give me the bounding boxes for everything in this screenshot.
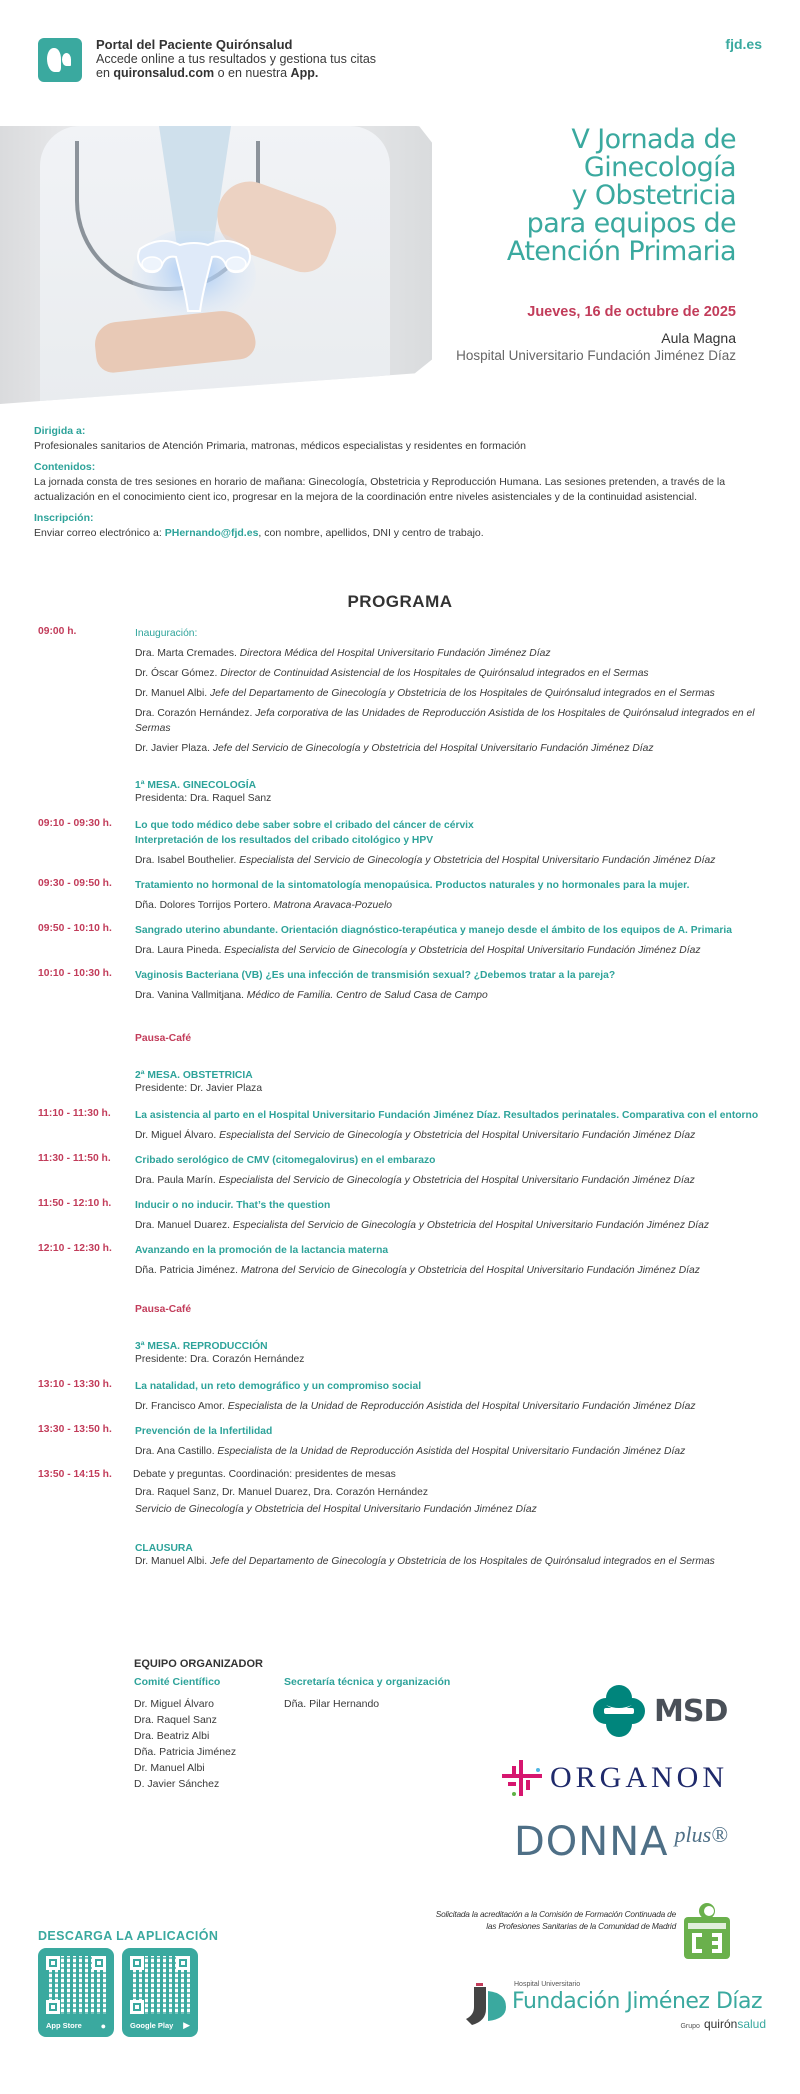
speaker: Dra. Vanina Vallmitjana. Médico de Familia. Centro de Salud Casa de Campo (135, 990, 488, 1001)
debate-names: Dra. Raquel Sanz, Dr. Manuel Duarez, Dra. Corazón Hernández (135, 1487, 429, 1498)
speaker: Dra. Ana Castillo. Especialista de la Unidad de Reproducción Asistida del Hospital Universitario Fundación Jiménez Díaz (135, 1446, 686, 1457)
secretary-label: Secretaría técnica y organización (284, 1676, 451, 1688)
portal-title: Portal del Paciente Quirónsalud (96, 37, 293, 52)
msd-mark-icon (592, 1684, 646, 1738)
mesa-president: Presidente: Dr. Javier Plaza (135, 1083, 263, 1094)
talk-title: Sangrado uterino abundante. Orientación diagnóstico-terapéutica y manejo desde el ámbito de los equipos de A. Primaria (135, 925, 732, 936)
talk-title: Avanzando en la promoción de la lactancia materna (135, 1245, 389, 1256)
dirigida-label: Dirigida a: (34, 425, 86, 437)
schedule-item: 09:10 - 09:30 h. Lo que todo médico debe saber sobre el cribado del cáncer de cérvix Interpretación de los resultados del cribado citológico y HPV Dra. Isabel Bouthelier. Especialista del Servicio de Ginecología y Obstetricia del Hospital Universitario Fundación Jiménez Díaz (38, 818, 778, 868)
talk-title: La asistencia al parto en el Hospital Universitario Fundación Jiménez Díaz. Resultados perinatales. Comparativa con el entorno (135, 1110, 759, 1121)
schedule-item: 10:10 - 10:30 h. Vaginosis Bacteriana (VB) ¿Es una infección de transmisión sexual? ¿Debemos tratar a la pareja? Dra. Vanina Vallmitjana. Médico de Familia. Centro de Salud Casa de Campo (38, 968, 778, 1003)
schedule-item-inauguracion (38, 626, 778, 756)
schedule-item: 11:50 - 12:10 h. Inducir o no inducir. That’s the question Dra. Manuel Duarez. Especialista del Servicio de Ginecología y Obstetricia del Hospital Universitario Fundación Jiménez Díaz (38, 1198, 778, 1233)
talk-title: La natalidad, un reto demográfico y un compromiso social (135, 1381, 422, 1392)
speaker: Dña. Patricia Jiménez. Matrona del Servicio de Ginecología y Obstetricia del Hospital Universitario Fundación Jiménez Díaz (135, 1265, 700, 1276)
schedule-item: 12:10 - 12:30 h. Avanzando en la promoción de la lactancia materna Dña. Patricia Jiménez. Matrona del Servicio de Ginecología y Obstetricia del Hospital Universitario Fundación Jiménez Díaz (38, 1243, 778, 1278)
uterus-hologram-icon (130, 231, 258, 326)
talk-title: Lo que todo médico debe saber sobre el cribado del cáncer de cérvix (135, 820, 474, 831)
event-date: Jueves, 16 de octubre de 2025 (527, 304, 736, 320)
debate-service: Servicio de Ginecología y Obstetricia del Hospital Universitario Fundación Jiménez Díaz (135, 1504, 537, 1515)
pausa-cafe: Pausa-Café (135, 1033, 192, 1044)
quironsalud-link[interactable]: quironsalud.com (113, 66, 215, 80)
venue-hospital: Hospital Universitario Fundación Jiménez Díaz (456, 348, 736, 363)
fjd-j-mark-icon (466, 1983, 506, 2025)
committee-label: Comité Científico (134, 1676, 221, 1688)
mesa-president: Presidente: Dra. Corazón Hernández (135, 1354, 305, 1365)
speaker: Dr. Óscar Gómez. Director de Continuidad Asistencial de los Hospitales de Quirónsalud integrados en el Sermas (135, 668, 649, 679)
mesa-title: 2ª MESA. OBSTETRICIA (135, 1070, 253, 1081)
fjd-quironsalud-logo: Hospital Universitario Fundación Jiménez Díaz Grupo quirónsalud (466, 1977, 766, 2037)
speaker: Dra. Isabel Bouthelier. Especialista del Servicio de Ginecología y Obstetricia del Hospital Universitario Fundación Jiménez Díaz (135, 855, 716, 866)
schedule-time: 09:00 h. (38, 626, 77, 637)
mesa-title: 1ª MESA. GINECOLOGÍA (135, 780, 257, 791)
portal-text (96, 38, 376, 80)
mesa-2-header (38, 1070, 778, 1094)
quironsalud-logo-icon (38, 38, 82, 82)
organon-mark-icon (502, 1760, 542, 1796)
msd-logo: MSD (592, 1684, 727, 1738)
play-icon: ▶ (183, 2020, 190, 2030)
committee-list: Dr. Miguel Álvaro Dra. Raquel Sanz Dra. Beatriz Albi Dña. Patricia Jiménez Dr. Manuel Albi D. Javier Sánchez (134, 1698, 237, 1790)
event-title: V Jornada de Ginecología y Obstetricia para equipos de Atención Primaria (506, 124, 736, 267)
qr-code-icon (130, 1956, 190, 2014)
speaker: Dña. Dolores Torrijos Portero. Matrona Aravaca-Pozuelo (135, 900, 392, 911)
qr-google-play[interactable]: Google Play ▶ (122, 1948, 198, 2037)
talk-title: Cribado serológico de CMV (citomegalovirus) en el embarazo (135, 1155, 436, 1166)
accreditation-note: Solicitada la acreditación a la Comisión de Formación Continuada de las Profesiones Sanitarias de la Comunidad de Madrid (435, 1909, 676, 1931)
schedule-item: 11:30 - 11:50 h. Cribado serológico de CMV (citomegalovirus) en el embarazo Dra. Paula Marín. Especialista del Servicio de Ginecología y Obstetricia del Hospital Universitario Fundación Jiménez Díaz (38, 1153, 778, 1188)
hero-image-doctor-uterus (0, 126, 432, 404)
talk-title: Vaginosis Bacteriana (VB) ¿Es una infección de transmisión sexual? ¿Debemos tratar a la pareja? (135, 970, 616, 981)
inscripcion-text: Enviar correo electrónico a: PHernando@fjd.es, con nombre, apellidos, DNI y centro de trabajo. (34, 527, 484, 539)
schedule-item: 09:30 - 09:50 h. Tratamiento no hormonal de la sintomatología menopaúsica. Productos naturales y no hormonales para la mujer. Dña. Dolores Torrijos Portero. Matrona Aravaca-Pozuelo (38, 878, 778, 913)
speaker: Dra. Laura Pineda. Especialista del Servicio de Ginecología y Obstetricia del Hospital Universitario Fundación Jiménez Díaz (135, 945, 701, 956)
speaker: Dra. Paula Marín. Especialista del Servicio de Ginecología y Obstetricia del Hospital Universitario Fundación Jiménez Díaz (135, 1175, 695, 1186)
speaker: Dr. Manuel Albi. Jefe del Departamento de Ginecología y Obstetricia de los Hospitales de Quirónsalud integrados en el Sermas (135, 688, 715, 699)
schedule-item: 11:10 - 11:30 h. La asistencia al parto en el Hospital Universitario Fundación Jiménez Díaz. Resultados perinatales. Comparativa con el entorno Dr. Miguel Álvaro. Especialista del Servicio de Ginecología y Obstetricia del Hospital Universitario Fundación Jiménez Díaz (38, 1108, 778, 1143)
speaker: Dr. Javier Plaza. Jefe del Servicio de Ginecología y Obstetricia del Hospital Universitario Fundación Jiménez Díaz (135, 743, 654, 754)
apple-icon: ● (100, 2021, 106, 2031)
speaker: Dra. Manuel Duarez. Especialista del Servicio de Ginecología y Obstetricia del Hospital Universitario Fundación Jiménez Díaz (135, 1220, 710, 1231)
inscripcion-label: Inscripción: (34, 512, 94, 524)
programa-schedule (38, 626, 778, 1567)
programa-heading: PROGRAMA (347, 592, 453, 611)
clausura (38, 1543, 778, 1567)
event-venue (456, 330, 736, 363)
portal-line-1: Accede online a tus resultados y gestiona tus citas (96, 52, 377, 66)
registration-email-link[interactable]: PHernando@fjd.es (164, 527, 259, 539)
qr-code-icon (46, 1956, 106, 2014)
cfc-accreditation-logo-icon (684, 1903, 730, 1959)
debate-title: Debate y preguntas. Coordinación: presidentes de mesas (133, 1469, 396, 1480)
schedule-item: 09:50 - 10:10 h. Sangrado uterino abundante. Orientación diagnóstico-terapéutica y manejo desde el ámbito de los equipos de A. Primaria Dra. Laura Pineda. Especialista del Servicio de Ginecología y Obstetricia del Hospital Universitario Fundación Jiménez Díaz (38, 923, 778, 958)
organon-logo: ORGANON (502, 1760, 728, 1796)
talk-title: Tratamiento no hormonal de la sintomatología menopaúsica. Productos naturales y no hormonales para la mujer. (135, 880, 690, 891)
secretary-list: Dña. Pilar Hernando (284, 1698, 380, 1710)
contenidos-text: La jornada consta de tres sesiones en horario de mañana: Ginecología, Obstetricia y Reproducción Humana. Las sesiones pretenden, a través de la actualización en el conocimiento cient ico, progresar en la mejora de la coordinación entre niveles asistenciales y de la continuidad asistencial. (34, 476, 726, 503)
portal-line-2: en quironsalud.com o en nuestra App. (96, 66, 319, 80)
event-info (34, 424, 774, 547)
talk-subtitle: Interpretación de los resultados del cribado citológico y HPV (135, 835, 434, 846)
mesa-title: 3ª MESA. REPRODUCCIÓN (135, 1341, 268, 1352)
mesa-3-header (38, 1341, 778, 1365)
venue-room: Aula Magna (661, 330, 736, 346)
pausa-cafe: Pausa-Café (135, 1304, 192, 1315)
mesa-president: Presidenta: Dra. Raquel Sanz (135, 793, 272, 804)
speaker: Dra. Corazón Hernández. Jefa corporativa de las Unidades de Reproducción Asistida de los Hospitales de Quirónsalud integrados en el Sermas (135, 708, 755, 734)
download-app-heading: DESCARGA LA APLICACIÓN (38, 1929, 219, 1943)
speaker: Dr. Manuel Albi. Jefe del Departamento de Ginecología y Obstetricia de los Hospitales de Quirónsalud integrados en el Sermas (135, 1556, 715, 1567)
schedule-item: 13:30 - 13:50 h. Prevención de la Infertilidad Dra. Ana Castillo. Especialista de la Unidad de Reproducción Asistida del Hospital Universitario Fundación Jiménez Díaz (38, 1424, 778, 1459)
donna-plus-logo: DONNA plus® (514, 1819, 728, 1865)
schedule-item-debate: 13:50 - 14:15 h. Debate y preguntas. Coordinación: presidentes de mesas Dra. Raquel Sanz, Dr. Manuel Duarez, Dra. Corazón Hernández Servicio de Ginecología y Obstetricia del Hospital Universitario Fundación Jiménez Díaz (38, 1469, 778, 1517)
mesa-1-header (38, 780, 778, 804)
talk-title: Prevención de la Infertilidad (135, 1426, 273, 1437)
clausura-title: CLAUSURA (135, 1543, 193, 1554)
portal-banner (38, 38, 376, 82)
inauguracion-label: Inauguración: (135, 628, 198, 639)
organizer-heading: EQUIPO ORGANIZADOR (134, 1658, 263, 1670)
fjd-site-link[interactable]: fjd.es (725, 36, 762, 52)
talk-title: Inducir o no inducir. That’s the question (135, 1200, 331, 1211)
contenidos-label: Contenidos: (34, 461, 96, 473)
schedule-item: 13:10 - 13:30 h. La natalidad, un reto demográfico y un compromiso social Dr. Francisco Amor. Especialista de la Unidad de Reproducción Asistida del Hospital Universitario Fundación Jiménez Díaz (38, 1379, 778, 1414)
speaker: Dr. Francisco Amor. Especialista de la Unidad de Reproducción Asistida del Hospital Universitario Fundación Jiménez Díaz (135, 1401, 696, 1412)
dirigida-text: Profesionales sanitarios de Atención Primaria, matronas, médicos especialistas y residentes en formación (34, 440, 526, 452)
organizing-team (134, 1658, 450, 1792)
qr-app-store[interactable]: App Store ● (38, 1948, 114, 2037)
speaker: Dra. Marta Cremades. Directora Médica del Hospital Universitario Fundación Jiménez Díaz (135, 648, 551, 659)
speaker: Dr. Miguel Álvaro. Especialista del Servicio de Ginecología y Obstetricia del Hospital Universitario Fundación Jiménez Díaz (135, 1130, 696, 1141)
